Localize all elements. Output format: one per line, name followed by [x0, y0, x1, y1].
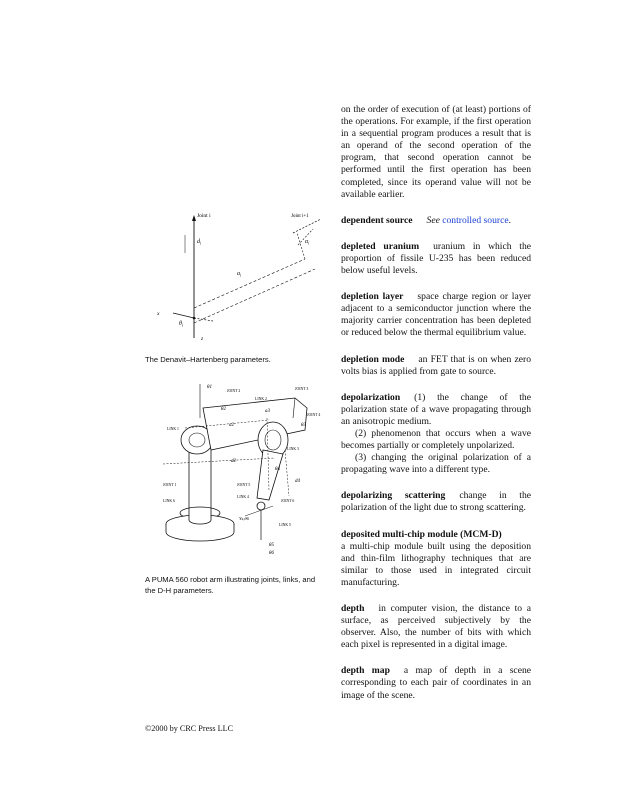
label-theta3: θ3	[301, 423, 306, 428]
axis-vertical-dashed-2	[285, 450, 289, 496]
def-depolarization-3: (3) changing the original polarization of a propagating wave into a different type.	[341, 452, 531, 476]
def-depolarization-1: (1) the change of the polarization state of a wave propagating through an anisotropic medium.	[341, 391, 531, 427]
copyright-footer: ©2000 by CRC Press LLC	[145, 724, 234, 733]
label-theta1: θ1	[207, 385, 212, 390]
def-depletion-layer: space charge region or layer adjacent to a semiconductor junction where the majority carrier concentration has been depleted or reduced below the thermal equilibrium value.	[341, 291, 531, 339]
label-ys: Ys,θ6	[239, 516, 249, 521]
entry-depth-map	[341, 665, 531, 701]
dh-parameters-figure	[145, 205, 330, 345]
a-label: $a_i$	[237, 271, 242, 278]
label-joint6: JOINT 6	[281, 499, 295, 503]
term-depleted-uranium: depleted uranium	[341, 240, 420, 252]
glossary-column	[341, 104, 531, 702]
puma-robot-figure	[145, 378, 330, 570]
label-theta5: θ5	[269, 543, 274, 548]
entry-dependent-source	[341, 215, 531, 227]
term-depletion-mode: depletion mode	[341, 353, 405, 365]
controlled-source-link[interactable]: controlled source	[442, 214, 509, 226]
forearm	[257, 450, 283, 500]
term-depolarization: depolarization	[341, 391, 401, 403]
label-joint3: JOINT 3	[295, 387, 309, 391]
entry-mcm-d	[341, 529, 531, 589]
wrist-joint	[257, 502, 265, 510]
entry-depth	[341, 603, 531, 651]
term-depolarizing-scattering: depolarizing scattering	[341, 490, 446, 502]
entry-depleted-uranium	[341, 241, 531, 277]
upper-arm	[203, 398, 307, 450]
def-depolarizing-scattering: change in the polarization of the light due to strong scattering.	[341, 490, 531, 514]
label-d2: d2	[231, 459, 236, 464]
intro-text: on the order of execution of (at least) portions of the operations. For example, if the first operation in a sequential program produces a result that is an operand of the second operation of the program, that second operation cannot be performed until the first operation has been completed, since its operand value will not be available earlier.	[341, 104, 531, 200]
def-depletion-mode: an FET that is on when zero volts bias is applied from gate to source.	[341, 353, 531, 377]
label-link4: LINK 4	[237, 495, 249, 499]
z-label: z	[201, 336, 204, 342]
label-theta6: θ6	[269, 551, 274, 556]
x-axis-left	[173, 313, 194, 318]
term-mcm-d: deposited multi-chip module (MCM-D)	[341, 528, 502, 540]
def-depleted-uranium: uranium in which the proportion of fissile U-235 has been reduced below useful levels.	[341, 240, 531, 277]
common-normal-lower	[194, 269, 315, 323]
term-dependent-source: dependent source	[341, 214, 413, 226]
x-label: x	[157, 311, 160, 317]
def-depth: in computer vision, the distance to a surface, as perceived subjectively by the observer. Also, the number of bits with which each pixel is represented in a digital image.	[341, 603, 531, 651]
label-theta2: θ2	[221, 407, 226, 412]
entry-depletion-layer	[341, 291, 531, 339]
see-text: See	[426, 214, 440, 226]
label-link3: LINK 3	[287, 447, 299, 451]
figure2-caption	[145, 575, 335, 596]
top-right-label: Joint i+1	[291, 214, 309, 219]
label-joint4: JOINT 4	[307, 413, 321, 417]
base-column-front	[189, 514, 211, 524]
theta-label: $\theta_i$	[179, 321, 184, 328]
alpha-label: $\alpha_i$	[305, 239, 310, 246]
d-label: $d_i$	[197, 239, 202, 246]
entry-depolarization	[341, 392, 531, 477]
figure1-caption: The Denavit–Hartenberg parameters.	[145, 355, 271, 364]
period: .	[508, 214, 511, 226]
figure2-caption-line2: the D-H parameters.	[145, 585, 214, 595]
label-link1: LINK 1	[167, 427, 179, 431]
axis-x-dashed	[163, 458, 275, 464]
def-depolarization-2: (2) phenomenon that occurs when a wave becomes partially or completely unpolarized.	[341, 427, 531, 452]
def-mcm-d: a multi-chip module built using the deposition and thin-film lithography techniques that are similar to those used in integrated circuit manufacturing.	[341, 540, 531, 588]
entry-depolarizing-scattering	[341, 490, 531, 514]
intro-paragraph	[341, 104, 531, 201]
common-normal-upper	[194, 259, 305, 308]
label-joint2: JOINT 2	[227, 389, 241, 393]
term-depth-map: depth map	[341, 665, 390, 677]
label-link2: LINK 2	[255, 397, 267, 401]
z-axis-arrow	[192, 215, 196, 221]
label-joint1: JOINT 1	[163, 483, 177, 487]
joint-origin	[193, 317, 196, 320]
label-a2: a2	[229, 423, 234, 428]
base-column	[189, 450, 211, 514]
twist-line	[297, 233, 305, 259]
figure2-caption-line1: A PUMA 560 robot arm illustrating joints, links, and	[145, 575, 316, 584]
label-link0: LINK 6	[163, 499, 175, 503]
label-d4: d4	[295, 479, 300, 484]
term-depth: depth	[341, 603, 365, 614]
top-z-label: Joint i	[197, 213, 211, 219]
def-depth-map: a map of depth in a scene corresponding to each pair of coordinates in an image of the scene.	[341, 665, 532, 701]
entry-depletion-mode	[341, 354, 531, 378]
next-axis-line	[293, 219, 321, 233]
term-depletion-layer: depletion layer	[341, 291, 404, 303]
base-plate-side	[166, 524, 234, 541]
label-joint5: JOINT 5	[237, 483, 251, 487]
label-theta4: θ4	[275, 467, 280, 472]
label-link5: LINK 5	[279, 523, 291, 527]
label-a3: a3	[265, 409, 270, 414]
